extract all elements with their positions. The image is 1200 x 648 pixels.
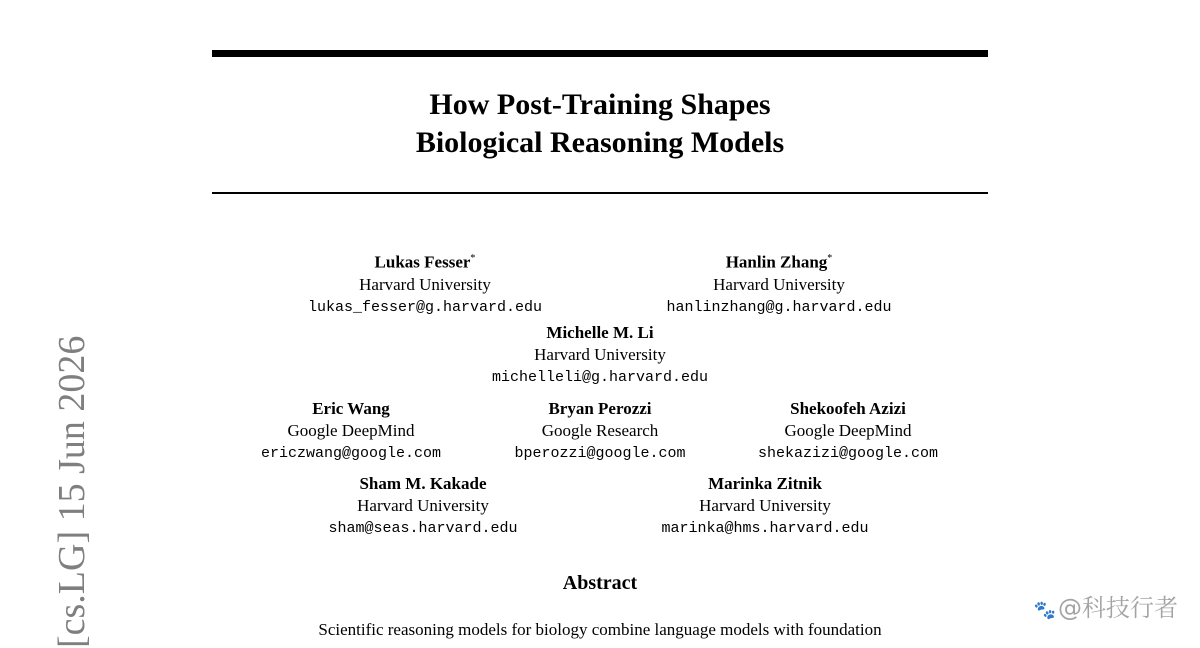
- author-email: michelleli@g.harvard.edu: [491, 369, 709, 386]
- title-line-1: How Post-Training Shapes: [429, 88, 771, 121]
- author-name: Michelle M. Li: [546, 323, 654, 342]
- author-name: Sham M. Kakade: [359, 474, 487, 493]
- paw-icon: 🐾: [1033, 600, 1056, 621]
- author-block: [514, 398, 685, 466]
- author-name: Hanlin Zhang*: [725, 252, 833, 272]
- paper-title: [212, 86, 988, 162]
- author-affiliation: Harvard University: [359, 274, 491, 294]
- author-affiliation: Harvard University: [699, 496, 831, 515]
- abstract-heading: Abstract: [562, 572, 638, 594]
- author-affiliation: Harvard University: [534, 345, 666, 364]
- author-email: lukas_fesser@g.harvard.edu: [307, 298, 543, 316]
- author-name: Marinka Zitnik: [708, 474, 822, 493]
- watermark-text: @科技行者: [1058, 594, 1178, 622]
- equal-contribution-mark: *: [827, 253, 833, 264]
- author-email: bperozzi@google.com: [514, 445, 686, 462]
- watermark: [1034, 588, 1178, 623]
- author-email: marinka@hms.harvard.edu: [661, 520, 869, 537]
- title-line-2: Biological Reasoning Models: [415, 126, 785, 159]
- title-bottom-rule: [212, 192, 988, 194]
- arxiv-identifier-stamp: [cs.LG] 15 Jun 2026: [51, 335, 93, 648]
- author-name: Shekoofeh Azizi: [790, 399, 906, 418]
- author-email: ericzwang@google.com: [260, 445, 442, 462]
- author-affiliation: Google DeepMind: [287, 421, 415, 440]
- author-block: [661, 473, 868, 541]
- author-block: [328, 473, 517, 541]
- author-email: hanlinzhang@g.harvard.edu: [666, 298, 892, 316]
- author-block: [261, 398, 441, 466]
- author-name: Lukas Fesser*: [374, 252, 476, 272]
- author-block: [666, 248, 891, 320]
- author-affiliation: Harvard University: [357, 496, 489, 515]
- author-affiliation: Google Research: [541, 421, 659, 440]
- author-block: [492, 322, 708, 390]
- title-top-rule: [212, 50, 988, 57]
- author-block: [758, 398, 938, 466]
- author-affiliation: Harvard University: [713, 274, 845, 294]
- author-email: sham@seas.harvard.edu: [328, 520, 518, 537]
- author-affiliation: Google DeepMind: [784, 421, 912, 440]
- author-name: Eric Wang: [312, 399, 390, 418]
- author-block: [308, 248, 542, 320]
- abstract-body: Scientific reasoning models for biology combine language models with foundation: [318, 620, 882, 639]
- author-name: Bryan Perozzi: [548, 399, 652, 418]
- author-email: shekazizi@google.com: [757, 445, 939, 462]
- equal-contribution-mark: *: [470, 253, 476, 264]
